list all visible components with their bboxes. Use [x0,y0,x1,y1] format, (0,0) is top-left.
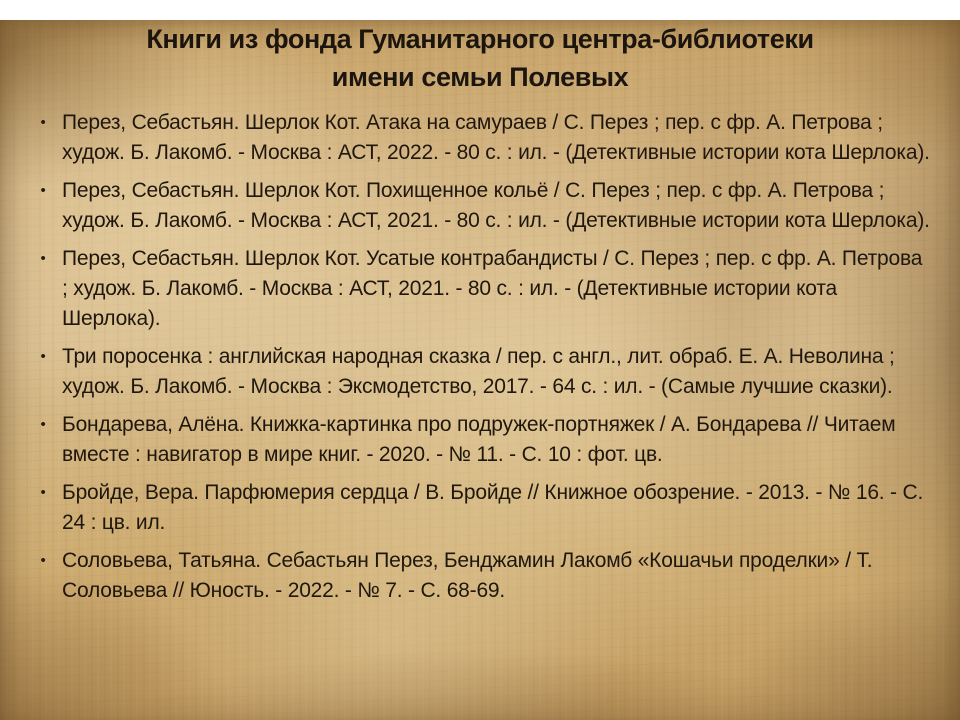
list-item [24,478,932,538]
book-citation: Соловьева, Татьяна. Себастьян Перез, Бенджамин Лакомб «Кошачьи проделки» / Т. Соловьева // Юность. - 2022. - № 7. - С. 68-69. [62,549,873,602]
book-list [0,108,960,606]
list-item [24,244,932,334]
list-item [24,176,932,236]
bullet-icon: • [40,416,46,433]
slide-title-line1: Книги из фонда Гуманитарного центра-библиотеки [146,24,814,54]
book-citation: Перез, Себастьян. Шерлок Кот. Усатые контрабандисты / С. Перез ; пер. с фр. А. Петрова ; худож. Б. Лакомб. - Москва : АСТ, 2021. - 80 с. : ил. - (Детективные истории кота Шерлока). [62,247,923,330]
list-item [24,410,932,470]
bullet-icon: • [40,250,46,267]
bullet-icon: • [40,182,46,199]
slide-title-line2: имени семьи Полевых [331,62,629,92]
slide-title [30,20,930,96]
book-citation: Перез, Себастьян. Шерлок Кот. Похищенное кольё / С. Перез ; пер. с фр. А. Петрова ; худож. Б. Лакомб. - Москва : АСТ, 2021. - 80 с. : ил. - (Детективные истории кота Шерлока). [62,179,930,232]
slide [0,20,960,720]
list-item [24,546,932,606]
bullet-icon: • [40,114,46,131]
book-citation: Бройде, Вера. Парфюмерия сердца / В. Бройде // Книжное обозрение. - 2013. - № 16. - С. 24 : цв. ил. [62,481,924,534]
book-citation: Перез, Себастьян. Шерлок Кот. Атака на самураев / С. Перез ; пер. с фр. А. Петрова ; худож. Б. Лакомб. - Москва : АСТ, 2022. - 80 с. : ил. - (Детективные истории кота Шерлока). [62,111,930,164]
book-citation: Бондарева, Алёна. Книжка-картинка про подружек-портняжек / А. Бондарева // Читаем вместе : навигатор в мире книг. - 2020. - № 11. - С. 10 : фот. цв. [62,413,896,466]
bullet-icon: • [40,348,46,365]
list-item [24,108,932,168]
bullet-icon: • [40,552,46,569]
bullet-icon: • [40,484,46,501]
book-citation: Три поросенка : английская народная сказка / пер. с англ., лит. обраб. Е. А. Неволина ; худож. Б. Лакомб. - Москва : Эксмодетство, 2017. - 64 с. : ил. - (Самые лучшие сказки). [62,345,895,398]
list-item [24,342,932,402]
